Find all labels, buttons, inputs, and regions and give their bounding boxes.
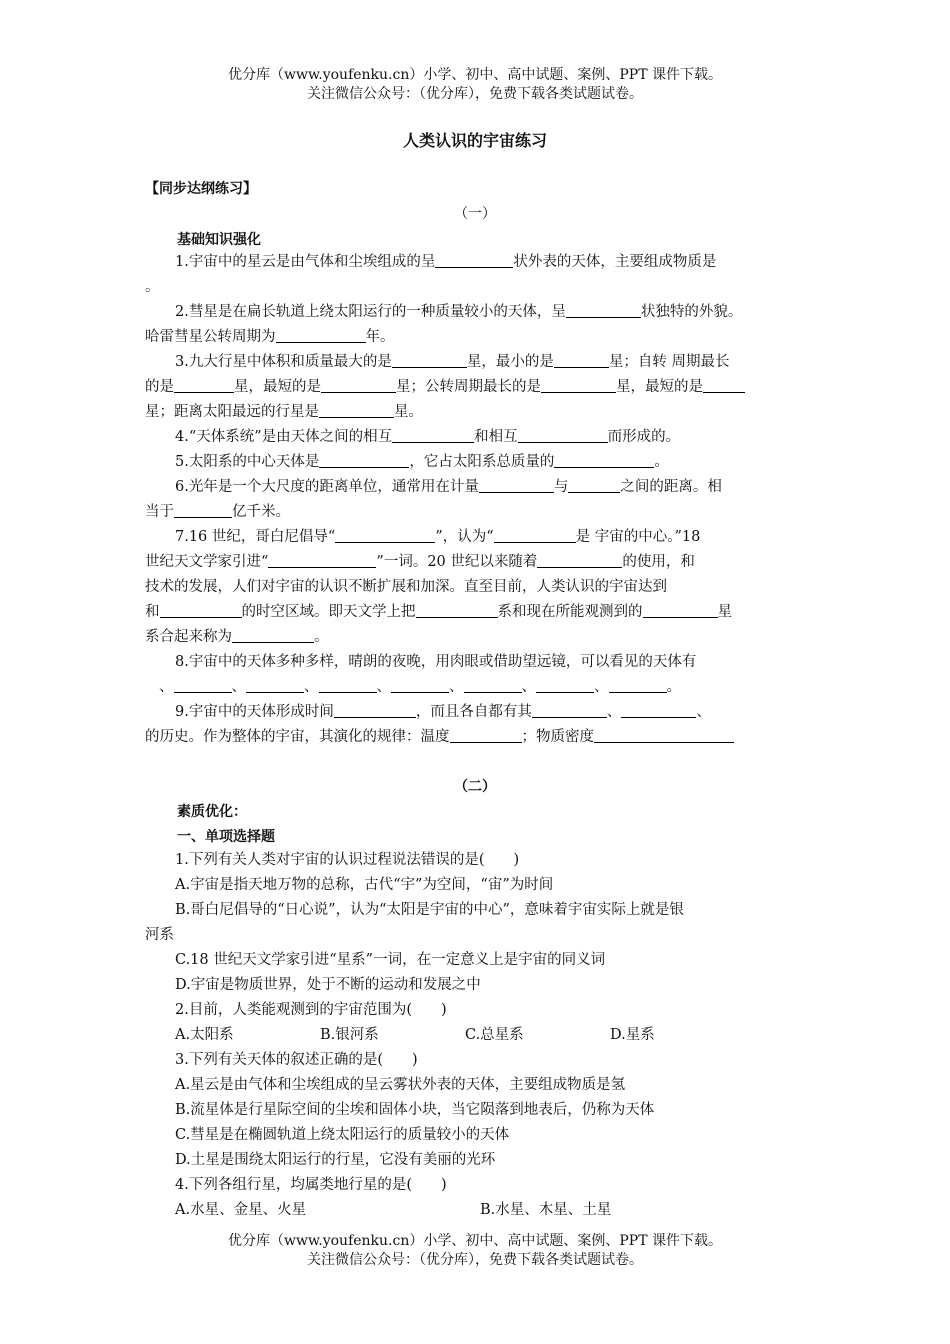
question-9-line-2: 的历史。作为整体的宇宙，其演化的规律：温度 ；物质密度: [145, 727, 810, 747]
mc-question-1-option-a: A.宇宙是指天地万物的总称，古代“宇”为空间，“宙”为时间: [175, 877, 554, 893]
blank: [479, 478, 554, 493]
mc-question-2-option-d: D.星系: [610, 1027, 655, 1043]
part-one-label: （一）: [454, 206, 496, 222]
question-8-line-2: 、 、 、 、 、 、 、 。: [159, 679, 681, 695]
mc-question-3-option-d: D.土星是围绕太阳运行的行星，它没有美丽的光环: [175, 1152, 496, 1168]
section-heading: 【同步达纲练习】: [145, 181, 257, 197]
mc-question-3-option-c: C.彗星是在椭圆轨道上绕太阳运行的质量较小的天体: [175, 1127, 510, 1143]
question-7-line: 7.16 世纪，哥白尼倡导“ ”，认为“ 是 宇宙的中心。”18: [175, 529, 701, 545]
header-line-2: 关注微信公众号：（优分库），免费下载各类试题试卷。: [307, 86, 643, 102]
blank: [609, 678, 667, 693]
question-9-line: 9.宇宙中的天体形成时间 ，而且各自都有其 、 、: [175, 704, 711, 720]
question-1-line: 1.宇宙中的星云是由气体和尘埃组成的呈 状外表的天体，主要组成物质是: [175, 254, 717, 270]
question-3-line-3: 星；距离太阳最远的行星是 星。: [145, 404, 423, 420]
question-2-line-2: 哈雷彗星公转周期为 年。: [145, 329, 395, 345]
blank: [621, 703, 696, 718]
question-7-line-2: 世纪天文学家引进“ ”一词。20 世纪以来随着 的使用，和: [145, 554, 695, 570]
mc-question-1-option-d: D.宇宙是物质世界，处于不断的运动和发展之中: [175, 977, 481, 993]
blank: [319, 403, 394, 418]
mc-question-3-option-b: B.流星体是行星际空间的尘埃和固体小块，当它陨落到地表后，仍称为天体: [175, 1102, 655, 1118]
mc-question-1-option-b-cont: 河系: [145, 927, 174, 943]
blank: [392, 353, 467, 368]
blank: [643, 603, 718, 618]
question-4-line: 4.“天体系统”是由天体之间的相互 和相互 而形成的。: [175, 429, 681, 445]
mc-question-1-option-b: B.哥白尼倡导的“日心说”，认为“太阳是宇宙的中心”，意味着宇宙实际上就是银: [175, 902, 684, 918]
mc-question-1-stem: 1.下列有关人类对宇宙的认识过程说法错误的是( ): [175, 852, 520, 868]
mc-question-2-stem: 2.目前，人类能观测到的宇宙范围为( ): [175, 1002, 447, 1018]
question-1-line-2: 。: [145, 279, 160, 295]
blank: [319, 678, 377, 693]
blank: [554, 353, 609, 368]
blank: [174, 503, 232, 518]
blank: [232, 628, 314, 643]
blank: [518, 428, 608, 443]
footer-line-2: 关注微信公众号：（优分库），免费下载各类试题试卷。: [307, 1252, 643, 1268]
page-footer: [0, 1232, 950, 1270]
question-3-line-2: 的是 星，最短的是 星；公转周期最长的是 星，最短的是: [145, 377, 810, 397]
blank: [160, 603, 242, 618]
page-title: 人类认识的宇宙练习: [402, 131, 547, 150]
basic-knowledge-heading: 基础知识强化: [177, 232, 261, 248]
blank: [554, 453, 654, 468]
blank: [319, 453, 409, 468]
blank: [594, 728, 734, 743]
question-type-heading: 一、单项选择题: [177, 829, 275, 845]
question-8-line: 8.宇宙中的天体多种多样，晴朗的夜晚，用肉眼或借助望远镜，可以看见的天体有: [175, 654, 697, 670]
blank: [276, 328, 366, 343]
mc-question-3-stem: 3.下列有关天体的叙述正确的是( ): [175, 1052, 418, 1068]
blank: [416, 603, 498, 618]
part-two-label: （二）: [454, 779, 496, 795]
blank: [703, 378, 745, 393]
page-header: [0, 66, 950, 104]
footer-line-1: 优分库（www.youfenku.cn）小学、初中、高中试题、案例、PPT 课件下载。: [227, 1233, 722, 1249]
blank: [464, 678, 522, 693]
blank: [268, 553, 376, 568]
mc-question-2-option-b: B.银河系: [320, 1027, 379, 1043]
blank: [532, 703, 607, 718]
blank: [392, 428, 474, 443]
blank: [566, 303, 641, 318]
question-2-line: 2.彗星是在扁长轨道上绕太阳运行的一种质量较小的天体，呈 状独特的外貌。: [175, 304, 743, 320]
blank: [334, 703, 416, 718]
quality-heading: 素质优化：: [177, 804, 247, 820]
blank: [541, 378, 616, 393]
question-7-line-4: 和 的时空区域。即天文学上把 系和现在所能观测到的 星: [145, 604, 732, 620]
mc-question-4-option-b: B.水星、木星、土星: [480, 1202, 612, 1218]
blank: [494, 528, 576, 543]
header-line-1: 优分库（www.youfenku.cn）小学、初中、高中试题、案例、PPT 课件下载。: [227, 67, 722, 83]
blank: [246, 678, 304, 693]
mc-question-2-option-a: A.太阳系: [175, 1027, 234, 1043]
question-5-line: 5.太阳系的中心天体是 ，它占太阳系总质量的 。: [175, 454, 669, 470]
question-7-line-3: 技术的发展，人们对宇宙的认识不断扩展和加深。直至目前，人类认识的宇宙达到: [145, 579, 667, 595]
question-6-line-2: 当于 亿千米。: [145, 504, 290, 520]
question-7-line-5: 系合起来称为 。: [145, 629, 329, 645]
blank: [174, 378, 234, 393]
blank: [536, 678, 594, 693]
mc-question-2-option-c: C.总星系: [465, 1027, 524, 1043]
blank: [321, 378, 396, 393]
mc-question-3-option-a: A.星云是由气体和尘埃组成的呈云雾状外表的天体，主要组成物质是氢: [175, 1077, 626, 1093]
blank: [174, 678, 232, 693]
blank: [391, 678, 449, 693]
blank: [568, 478, 620, 493]
mc-question-4-option-a: A.水星、金星、火星: [175, 1202, 307, 1218]
blank: [435, 253, 513, 268]
blank: [450, 728, 522, 743]
question-6-line: 6.光年是一个大尺度的距离单位，通常用在计量 与 之间的距离。相: [175, 479, 722, 495]
mc-question-4-stem: 4.下列各组行星，均属类地行星的是( ): [175, 1177, 447, 1193]
mc-question-1-option-c: C.18 世纪天文学家引进“星系”一词，在一定意义上是宇宙的同义词: [175, 952, 606, 968]
question-3-line: 3.九大行星中体积和质量最大的是 星，最小的是 星；自转 周期最长: [175, 354, 730, 370]
mc-question-2-options: [145, 1025, 840, 1045]
blank: [537, 553, 622, 568]
blank: [335, 528, 435, 543]
mc-question-4-options: [145, 1200, 840, 1220]
